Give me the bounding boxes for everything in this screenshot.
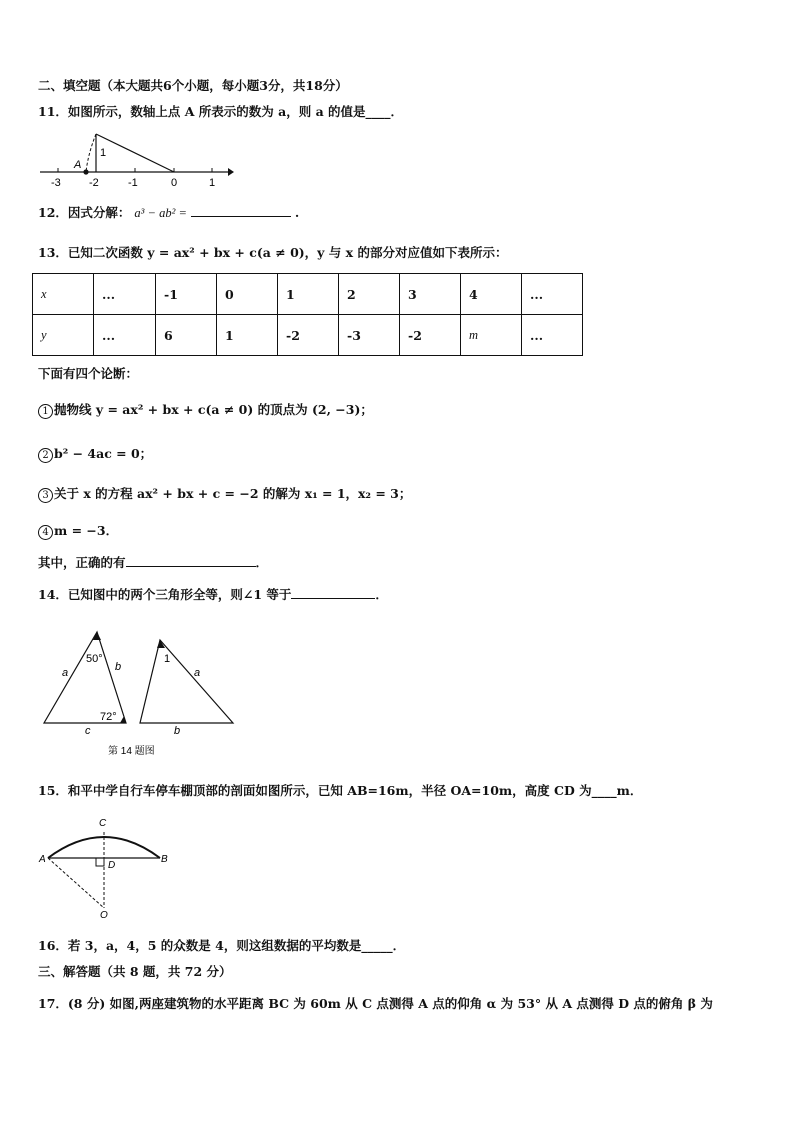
table-cell: y (33, 315, 94, 356)
answer-blank (291, 586, 375, 599)
side-label: a (62, 667, 69, 679)
arc-dashed (86, 134, 96, 172)
answer-blank (126, 554, 256, 567)
tick-label: -1 (128, 177, 138, 189)
table-cell: -1 (156, 274, 217, 315)
question-12-expression: a³ − ab² = (134, 206, 187, 220)
table-cell: 4 (461, 274, 522, 315)
point-label: A (39, 854, 46, 865)
angle-label: 50° (86, 653, 103, 665)
claim-3 (38, 486, 411, 503)
answer-prompt (38, 554, 268, 571)
side-label: c (85, 725, 91, 737)
question-13-text: 13．已知二次函数 y = ax² + bx + c(a ≠ 0)，y 与 x 的部分对应值如下表所示： (38, 245, 508, 260)
question-17-text: 17．(8 分) 如图,两座建筑物的水平距离 BC 为 60m 从 C 点测得 A 点的仰角 α 为 53° 从 A 点测得 D 点的俯角 β 为 (38, 996, 713, 1011)
angle-label: 1 (164, 653, 171, 665)
table-cell: -3 (339, 315, 400, 356)
angle-label: 72° (100, 711, 117, 723)
tick-label: 1 (209, 177, 216, 189)
question-14 (38, 586, 388, 603)
table-row-x (33, 274, 583, 315)
claims-lead: 下面有四个论断： (38, 366, 139, 381)
table-cell: -2 (278, 315, 339, 356)
table-cell: 2 (339, 274, 400, 315)
table-cell: 6 (156, 315, 217, 356)
claim-number: 4 (38, 525, 53, 540)
tick-label: -2 (89, 177, 99, 189)
table-cell: 1 (217, 315, 278, 356)
table-cell: m (461, 315, 522, 356)
claim-text: m = −3． (54, 523, 119, 538)
point-label: O (100, 910, 108, 920)
congruent-triangles-figure (38, 628, 244, 762)
question-14-text: 14．已知图中的两个三角形全等，则∠1 等于 (38, 587, 292, 602)
question-12 (38, 204, 299, 221)
claim-text: b² − 4ac = 0； (54, 446, 153, 461)
figure-caption: 第 14 题图 (108, 746, 155, 757)
table-cell: ... (522, 315, 583, 356)
claim-text: 关于 x 的方程 ax² + bx + c = −2 的解为 x₁ = 1，x₂ = 3； (54, 486, 412, 501)
point-a-label: A (74, 159, 82, 171)
left-triangle (44, 632, 126, 723)
section-title-solutions: 三、解答题（共 8 题，共 72 分） (38, 964, 232, 979)
answer-prompt-suffix: ． (255, 555, 269, 570)
point-label: B (161, 854, 168, 865)
value-table (32, 273, 583, 356)
question-14-suffix: ． (375, 587, 388, 602)
question-12-suffix: . (294, 205, 300, 220)
side-label: b (174, 725, 181, 737)
height-label: 1 (100, 147, 107, 159)
question-15-text: 15．和平中学自行车停车棚顶部的剖面如图所示，已知 AB=16m，半径 OA=10m，高度 CD 为____m． (38, 783, 643, 798)
claim-2 (38, 446, 152, 463)
right-triangle (140, 640, 233, 723)
claim-number: 3 (38, 488, 53, 503)
hypotenuse-segment (96, 134, 174, 172)
section-title-fill-in: 二、填空题（本大题共6个小题，每小题3分，共18分） (38, 78, 348, 93)
tick-label: -3 (51, 177, 61, 189)
claim-number: 1 (38, 404, 53, 419)
claim-text: 抛物线 y = ax² + bx + c(a ≠ 0) 的顶点为 (2, −3)； (54, 402, 373, 417)
point-label: C (99, 818, 107, 829)
right-angle-box (96, 858, 104, 866)
table-cell: 1 (278, 274, 339, 315)
claim-4 (38, 523, 118, 540)
axis-arrow (228, 168, 234, 176)
table-cell: 3 (400, 274, 461, 315)
question-12-prefix: 12．因式分解： (38, 205, 131, 220)
answer-prompt-text: 其中，正确的有 (38, 555, 126, 570)
bike-shed-figure (38, 812, 178, 920)
tick-label: 0 (171, 177, 178, 189)
question-16-text: 16．若 3，a，4，5 的众数是 4，则这组数据的平均数是_____． (38, 938, 406, 953)
table-cell: -2 (400, 315, 461, 356)
point-label: D (108, 860, 116, 871)
claim-number: 2 (38, 448, 53, 463)
claim-1 (38, 402, 373, 419)
point-a-dot (83, 169, 88, 174)
number-line-figure (38, 128, 234, 190)
table-cell: ... (94, 274, 156, 315)
answer-blank (191, 204, 291, 217)
side-label: a (194, 667, 201, 679)
table-cell: ... (94, 315, 156, 356)
side-label: b (115, 661, 122, 673)
table-cell: ... (522, 274, 583, 315)
table-row-y (33, 315, 583, 356)
table-cell: x (33, 274, 94, 315)
question-11-text: 11．如图所示，数轴上点 A 所表示的数为 a，则 a 的值是____． (38, 104, 404, 119)
table-cell: 0 (217, 274, 278, 315)
